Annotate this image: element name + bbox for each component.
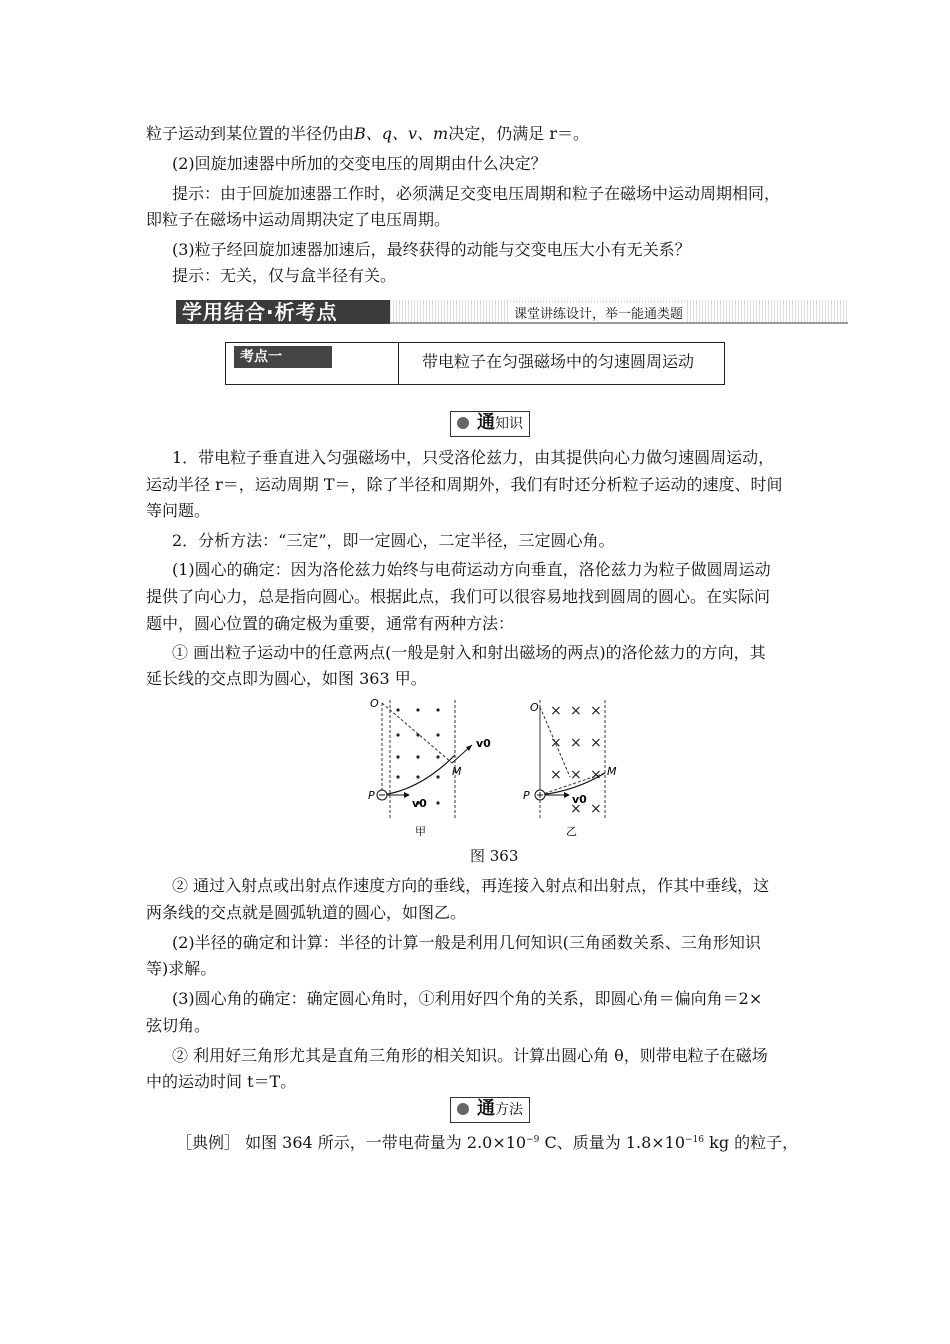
- svg-text:×: ×: [570, 801, 582, 817]
- kaodian-tag: 考点一: [234, 346, 332, 368]
- para-5-line-2: 两条线的交点就是圆弧轨道的圆心，如图乙。: [146, 903, 467, 922]
- para-3-line-3: 题中，圆心位置的确定极为重要，通常有两种方法：: [146, 614, 515, 633]
- para-6-line-1: (2)半径的确定和计算：半径的计算一般是利用几何知识(三角函数关系、三角形知识: [172, 933, 761, 952]
- para-3-line-2: 提供了向心力，总是指向圆心。根据此点，我们可以很容易地找到圆周的圆心。在实际问: [146, 587, 771, 606]
- label-M-left: M: [452, 765, 462, 778]
- svg-text:×: ×: [570, 735, 582, 751]
- svg-text:×: ×: [550, 767, 562, 783]
- svg-text:×: ×: [550, 703, 562, 719]
- figure-right-panel: [523, 700, 617, 838]
- para-1-line-1: 1．带电粒子垂直进入匀强磁场中，只受洛伦兹力，由其提供向心力做匀速圆周运动，: [172, 448, 775, 467]
- label-P-left: P: [368, 789, 375, 802]
- para-8-line-1: ② 利用好三角形尤其是直角三角形的相关知识。计算出圆心角 θ，则带电粒子在磁场: [172, 1046, 768, 1065]
- para-1-line-3: 等问题。: [146, 501, 211, 520]
- answer-2-line-1: 提示：由于回旋加速器工作时，必须满足交变电压周期和粒子在磁场中运动周期相同，: [172, 184, 781, 203]
- section-banner: [176, 297, 848, 327]
- kaodian-divider: [398, 343, 399, 384]
- section-header-method: 通方法: [450, 1097, 530, 1123]
- para-7-line-1: (3)圆心角的确定：确定圆心角时，①利用好四个角的关系，即圆心角＝偏向角＝2×: [172, 989, 763, 1008]
- label-v0-right: v0: [572, 793, 587, 806]
- intro-line-1: 粒子运动到某位置的半径仍由B、q、v、m决定，仍满足 r＝。: [146, 124, 589, 143]
- answer-3: 提示：无关，仅与盒半径有关。: [172, 266, 397, 285]
- section-header-knowledge: 通知识: [450, 411, 530, 437]
- figure-363: [360, 695, 620, 845]
- para-6-line-2: 等)求解。: [146, 959, 217, 978]
- label-P-right: P: [523, 789, 530, 802]
- para-2: 2．分析方法：“三定”，即一定圆心，二定半径，三定圆心角。: [172, 531, 615, 550]
- bullet-icon: [457, 1103, 469, 1115]
- example-line: ［典例］ 如图 364 所示，一带电荷量为 $2.0\times 10^{-9}$ C、质量为 $1.8\times 10^{-16}$ kg 的粒子，: [176, 1133, 799, 1152]
- label-v0-left-out: v0: [476, 737, 491, 750]
- svg-text:×: ×: [570, 767, 582, 783]
- svg-text:×: ×: [570, 703, 582, 719]
- para-7-line-2: 弦切角。: [146, 1016, 211, 1035]
- label-O-left: O: [370, 697, 379, 710]
- label-yi: 乙: [566, 825, 577, 838]
- para-5-line-1: ② 通过入射点或出射点作速度方向的垂线，再连接入射点和出射点，作其中垂线，这: [172, 876, 770, 895]
- svg-text:×: ×: [590, 735, 602, 751]
- para-1-line-2: 运动半径 r＝，运动周期 T＝，除了半径和周期外，我们有时还分析粒子运动的速度、时间: [146, 475, 783, 494]
- figure-caption: 图 363: [470, 847, 519, 865]
- para-4-line-2: 延长线的交点即为圆心，如图 363 甲。: [146, 669, 427, 688]
- answer-2-line-2: 即粒子在磁场中运动周期决定了电压周期。: [146, 210, 451, 229]
- para-4-line-1: ① 画出粒子运动中的任意两点(一般是射入和射出磁场的两点)的洛伦兹力的方向，其: [172, 643, 766, 662]
- kaodian-box: [225, 342, 725, 385]
- label-M-right: M: [607, 765, 617, 778]
- figure-left-panel: [368, 697, 491, 838]
- question-3: (3)粒子经回旋加速器加速后，最终获得的动能与交变电压大小有无关系？: [172, 240, 691, 259]
- para-8-line-2: 中的运动时间 t＝T。: [146, 1072, 297, 1091]
- kaodian-title: 带电粒子在匀强磁场中的匀速圆周运动: [422, 352, 695, 371]
- bullet-icon: [457, 417, 469, 429]
- label-v0-left-in: v0: [412, 797, 427, 810]
- svg-text:×: ×: [550, 735, 562, 751]
- banner-stripe: [390, 300, 848, 324]
- question-2: (2)回旋加速器中所加的交变电压的周期由什么决定？: [172, 154, 547, 173]
- para-3-line-1: (1)圆心的确定：因为洛伦兹力始终与电荷运动方向垂直，洛伦兹力为粒子做圆周运动: [172, 560, 771, 579]
- banner-subtitle: 课堂讲练设计，举一能通类题: [510, 303, 687, 322]
- svg-text:×: ×: [590, 703, 602, 719]
- svg-text:×: ×: [590, 767, 602, 783]
- svg-text:×: ×: [590, 801, 602, 817]
- label-O-right: O: [530, 701, 539, 714]
- label-jia: 甲: [415, 825, 426, 838]
- banner-title: 学用结合·析考点: [176, 300, 396, 324]
